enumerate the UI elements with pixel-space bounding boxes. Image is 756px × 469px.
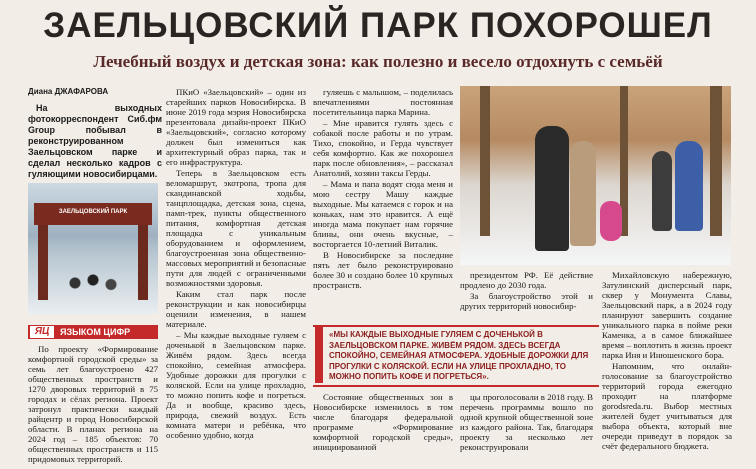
section-header <box>28 325 158 339</box>
tree-trunk <box>480 86 490 236</box>
column-3 <box>313 87 453 291</box>
park-entrance-photo <box>28 183 158 314</box>
quote-text: «МЫ КАЖДЫЕ ВЫХОДНЫЕ ГУЛЯЕМ С ДОЧЕНЬКОЙ В ЗАЕЛЬЦОВСКОМ ПАРКЕ. ЖИВЁМ РЯДОМ. ЗДЕСЬ ВСЕГДА СПОКОЙНО, СЕМЕЙНАЯ АТМОСФЕРА. УДОБНЫЕ ДОРОЖКИ ДЛЯ ПРОГУЛКИ С КОЛЯСКОЙ. ЕСЛИ НА УЛИЦЕ ПРОХЛАДНО, ТО МОЖНО ПОПИТЬ КОФЕ И ПОГРЕТЬСЯ». <box>329 330 589 381</box>
woman-figure <box>570 141 596 246</box>
page-title: ЗАЕЛЬЦОВСКИЙ ПАРК ПОХОРОШЕЛ <box>43 6 713 45</box>
pull-quote <box>313 325 599 387</box>
column-1 <box>28 344 158 465</box>
tree-trunk <box>710 86 722 236</box>
paragraph: президентом РФ. Её действие продлено до 2030 года. <box>460 270 593 290</box>
paragraph: гуляешь с малышом, – поделилась впечатлениями постоянная посетительница парка Марина. <box>313 87 453 117</box>
section-label: ЯЗЫКОМ ЦИФР <box>60 327 131 337</box>
column-4-bottom <box>460 392 593 453</box>
child-figure <box>600 201 622 241</box>
section-logo: ЯЦ <box>30 326 54 338</box>
person-figure <box>652 151 672 231</box>
column-2 <box>166 87 306 441</box>
man-figure <box>535 126 569 251</box>
column-5 <box>602 270 732 452</box>
arch-post-right <box>138 225 148 300</box>
paragraph: цы проголосовали в 2018 году. В перечень программы вошло по одной крупной общественной зоне из каждого района. Так, благодаря проекту за несколько лет реконструировали <box>460 392 593 452</box>
visitors-group <box>63 268 123 298</box>
paragraph: Состояние общественных зон в Новосибирске изменилось в том числе благодаря федеральной программе «Формирование комфортной городской среды», инициированной <box>313 392 453 452</box>
subheadline: Лечебный воздух и детская зона: как полезно и весело отдохнуть с семьёй <box>93 52 663 71</box>
family-walk-photo <box>460 86 731 265</box>
paragraph: За благоустройство этой и других территорий новосибир- <box>460 291 593 311</box>
paragraph: Каким стал парк после реконструкции и как новосибирцы оценили изменения, в нашем материале. <box>166 289 306 329</box>
column-3-bottom <box>313 392 453 453</box>
paragraph: – Мама и папа водят сюда меня и мою сестру Машу каждые выходные. Мы катаемся с горок и на коньках, нам это нравится. А ещё иногда мама покупает нам горячие блины, они очень вкусные, – восторгается 10-летний Виталик. <box>313 179 453 249</box>
byline: Диана ДЖАФАРОВА <box>28 87 109 96</box>
paragraph: В Новосибирске за последние пять лет было реконструировано более 30 и создано более 10 крупных пространств. <box>313 250 453 290</box>
paragraph: Теперь в Заельцовском есть веломаршрут, экотропа, тропа для скандинавской ходьбы, танцплощадка, детская зона, сцена, памп-трек, пункты общественного питания, комфортная детская площадка с уникальным оборудованием и оформлением, благоустроенная зона общественно-массовых мероприятий и безопасные пути для людей с ограниченными возможностями здоровья. <box>166 168 307 288</box>
paragraph: – Мне нравится гулять здесь с собакой после работы и по утрам. Тихо, спокойно, и Герда чувствует себя комфортно. Как же похорошел парк после обновления», – рассказал Анатолий, хозяин таксы Герды. <box>313 118 453 178</box>
paragraph: Напомним, что онлайн-голосование за благоустройство территорий города ежегодно проходит на платформе gorodsreda.ru. Выбор местных жителей будет учитываться для выбора объекта, который вне очереди приведут в порядок за счёт федерального бюджета. <box>602 361 732 451</box>
arch-post-left <box>38 225 48 300</box>
park-sign-text: ЗАЕЛЬЦОВСКИЙ ПАРК <box>58 209 128 215</box>
lead-paragraph: На выходных фотокорреспондент Сиб.фм Group побывал в реконструированном Заельцовском парке и сделал несколько кадров с гуляющими новосибирцами. <box>28 103 162 179</box>
paragraph: Михайловскую набережную, Затулинский дисперсный парк, сквер у Монумента Славы, Заельцовский парк, а в 2024 году планируют завершить создание уникального парка в пойме реки Каменка, а в самое ближайшее время – воплотить в жизнь проект парка Иня и Инюшенского бора. <box>602 270 732 360</box>
column-4 <box>460 270 593 312</box>
paragraph: ПКиО «Заельцовский» – один из старейших парков Новосибирска. В июне 2019 года мэрия Новосибирска презентовала дизайн-проект ПКиО «Заельцовский», согласно которому должен был измениться как архитектурный образ парка, так и его инфраструктура. <box>166 87 306 167</box>
paragraph: По проекту «Формирование комфортной городской среды» за семь лет благоустроено 427 общественных пространств и 1270 дворовых территорий в 75 городах и сёлах региона. Проект затронул практически каждый райцентр и город Новосибирской области. В планах региона на 2024 год – 185 объектов: 70 общественных пространств и 115 придомовых территорий. <box>28 344 158 464</box>
quote-mark <box>315 327 323 383</box>
person-figure <box>675 141 703 231</box>
paragraph: – Мы каждые выходные гуляем с доченькой в Заельцовском парке. Живём рядом. Здесь всегда спокойно, семейная атмосфера. Удобные дорожки для прогулки с коляской. Если на улице прохладно, то можно попить кофе и погреться. Да и вообще, красиво здесь, природа, свежий воздух. Есть комната матери и ребёнка, что особенно удобно, когда <box>166 330 306 440</box>
